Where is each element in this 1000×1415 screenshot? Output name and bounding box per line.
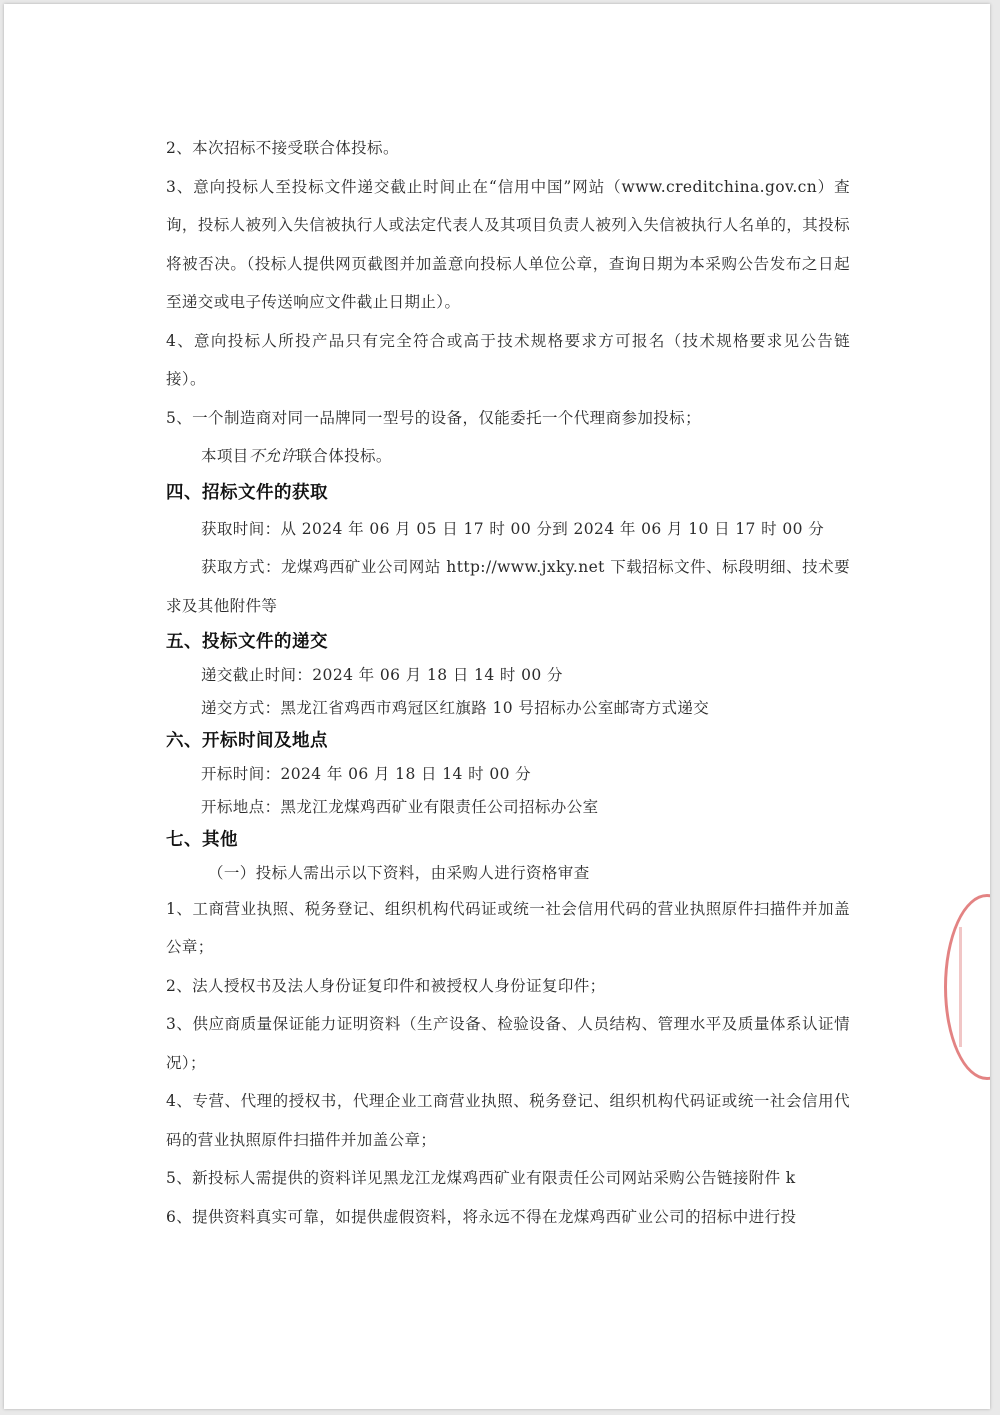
opening-place: 开标地点：黑龙江龙煤鸡西矿业有限责任公司招标办公室 [201,797,599,816]
no-consortium-suffix: 联合体投标。 [296,447,392,465]
section-6-heading: 六、开标时间及地点 [166,731,328,751]
document-page [4,4,990,1409]
paragraph-item-4: 4、意向投标人所投产品只有完全符合或高于技术规格要求方可报名（技术规格要求见公告链接）。 [166,331,850,388]
paragraph-item-5: 5、一个制造商对同一品牌同一型号的设备，仅能委托一个代理商参加投标； [166,408,701,427]
document-body [166,129,850,1236]
seal-mark [959,927,982,1047]
opening-time: 开标时间：2024 年 06 月 18 日 14 时 00 分 [201,765,532,783]
qualification-item-5: 5、新投标人需提供的资料详见黑龙江龙煤鸡西矿业有限责任公司网站采购公告链接附件 k [166,1169,796,1187]
no-consortium-prefix: 本项目 [201,447,249,465]
qualification-item-3: 3、供应商质量保证能力证明资料（生产设备、检验设备、人员结构、管理水平及质量体系认证情况）； [166,1015,850,1072]
red-seal-stamp [944,894,990,1080]
section-4-heading: 四、招标文件的获取 [166,482,328,503]
no-consortium-emphasis: 不允许 [248,447,297,465]
paragraph-item-2: 2、本次招标不接受联合体投标。 [166,139,399,157]
paragraph-no-consortium [166,437,850,476]
qualification-item-4: 4、专营、代理的授权书，代理企业工商营业执照、税务登记、组织机构代码证或统一社会信用代码的营业执照原件扫描件并加盖公章； [166,1092,850,1149]
qualification-subheading: （一）投标人需出示以下资料，由采购人进行资格审查 [208,864,590,882]
qualification-item-6: 6、提供资料真实可靠，如提供虚假资料，将永远不得在龙煤鸡西矿业公司的招标中进行投 [166,1207,797,1226]
section-7-heading: 七、其他 [166,830,238,850]
obtain-time: 获取时间：从 2024 年 06 月 05 日 17 时 00 分到 2024 年 06 月 10 日 17 时 00 分 [201,519,825,538]
paragraph-item-3: 3、意向投标人至投标文件递交截止时间止在“信用中国”网站（www.creditchina.gov.cn）查询，投标人被列入失信被执行人或法定代表人及其项目负责人被列入失信被执行人名单的，其投标将被否决。（投标人提供网页截图并加盖意向投标人单位公章，查询日期为本采购公告发布之日起至递交或电子传送响应文件截止日期止）。 [166,177,850,311]
submit-deadline: 递交截止时间：2024 年 06 月 18 日 14 时 00 分 [201,666,563,684]
obtain-method: 获取方式：龙煤鸡西矿业公司网站 http://www.jxky.net 下载招标文件、标段明细、技术要求及其他附件等 [166,558,850,615]
qualification-item-2: 2、法人授权书及法人身份证复印件和被授权人身份证复印件； [166,976,606,995]
section-5-heading: 五、投标文件的递交 [166,632,328,652]
qualification-item-1: 1、工商营业执照、税务登记、组织机构代码证或统一社会信用代码的营业执照原件扫描件并加盖公章； [166,899,850,956]
submit-method: 递交方式：黑龙江省鸡西市鸡冠区红旗路 10 号招标办公室邮寄方式递交 [201,698,710,717]
